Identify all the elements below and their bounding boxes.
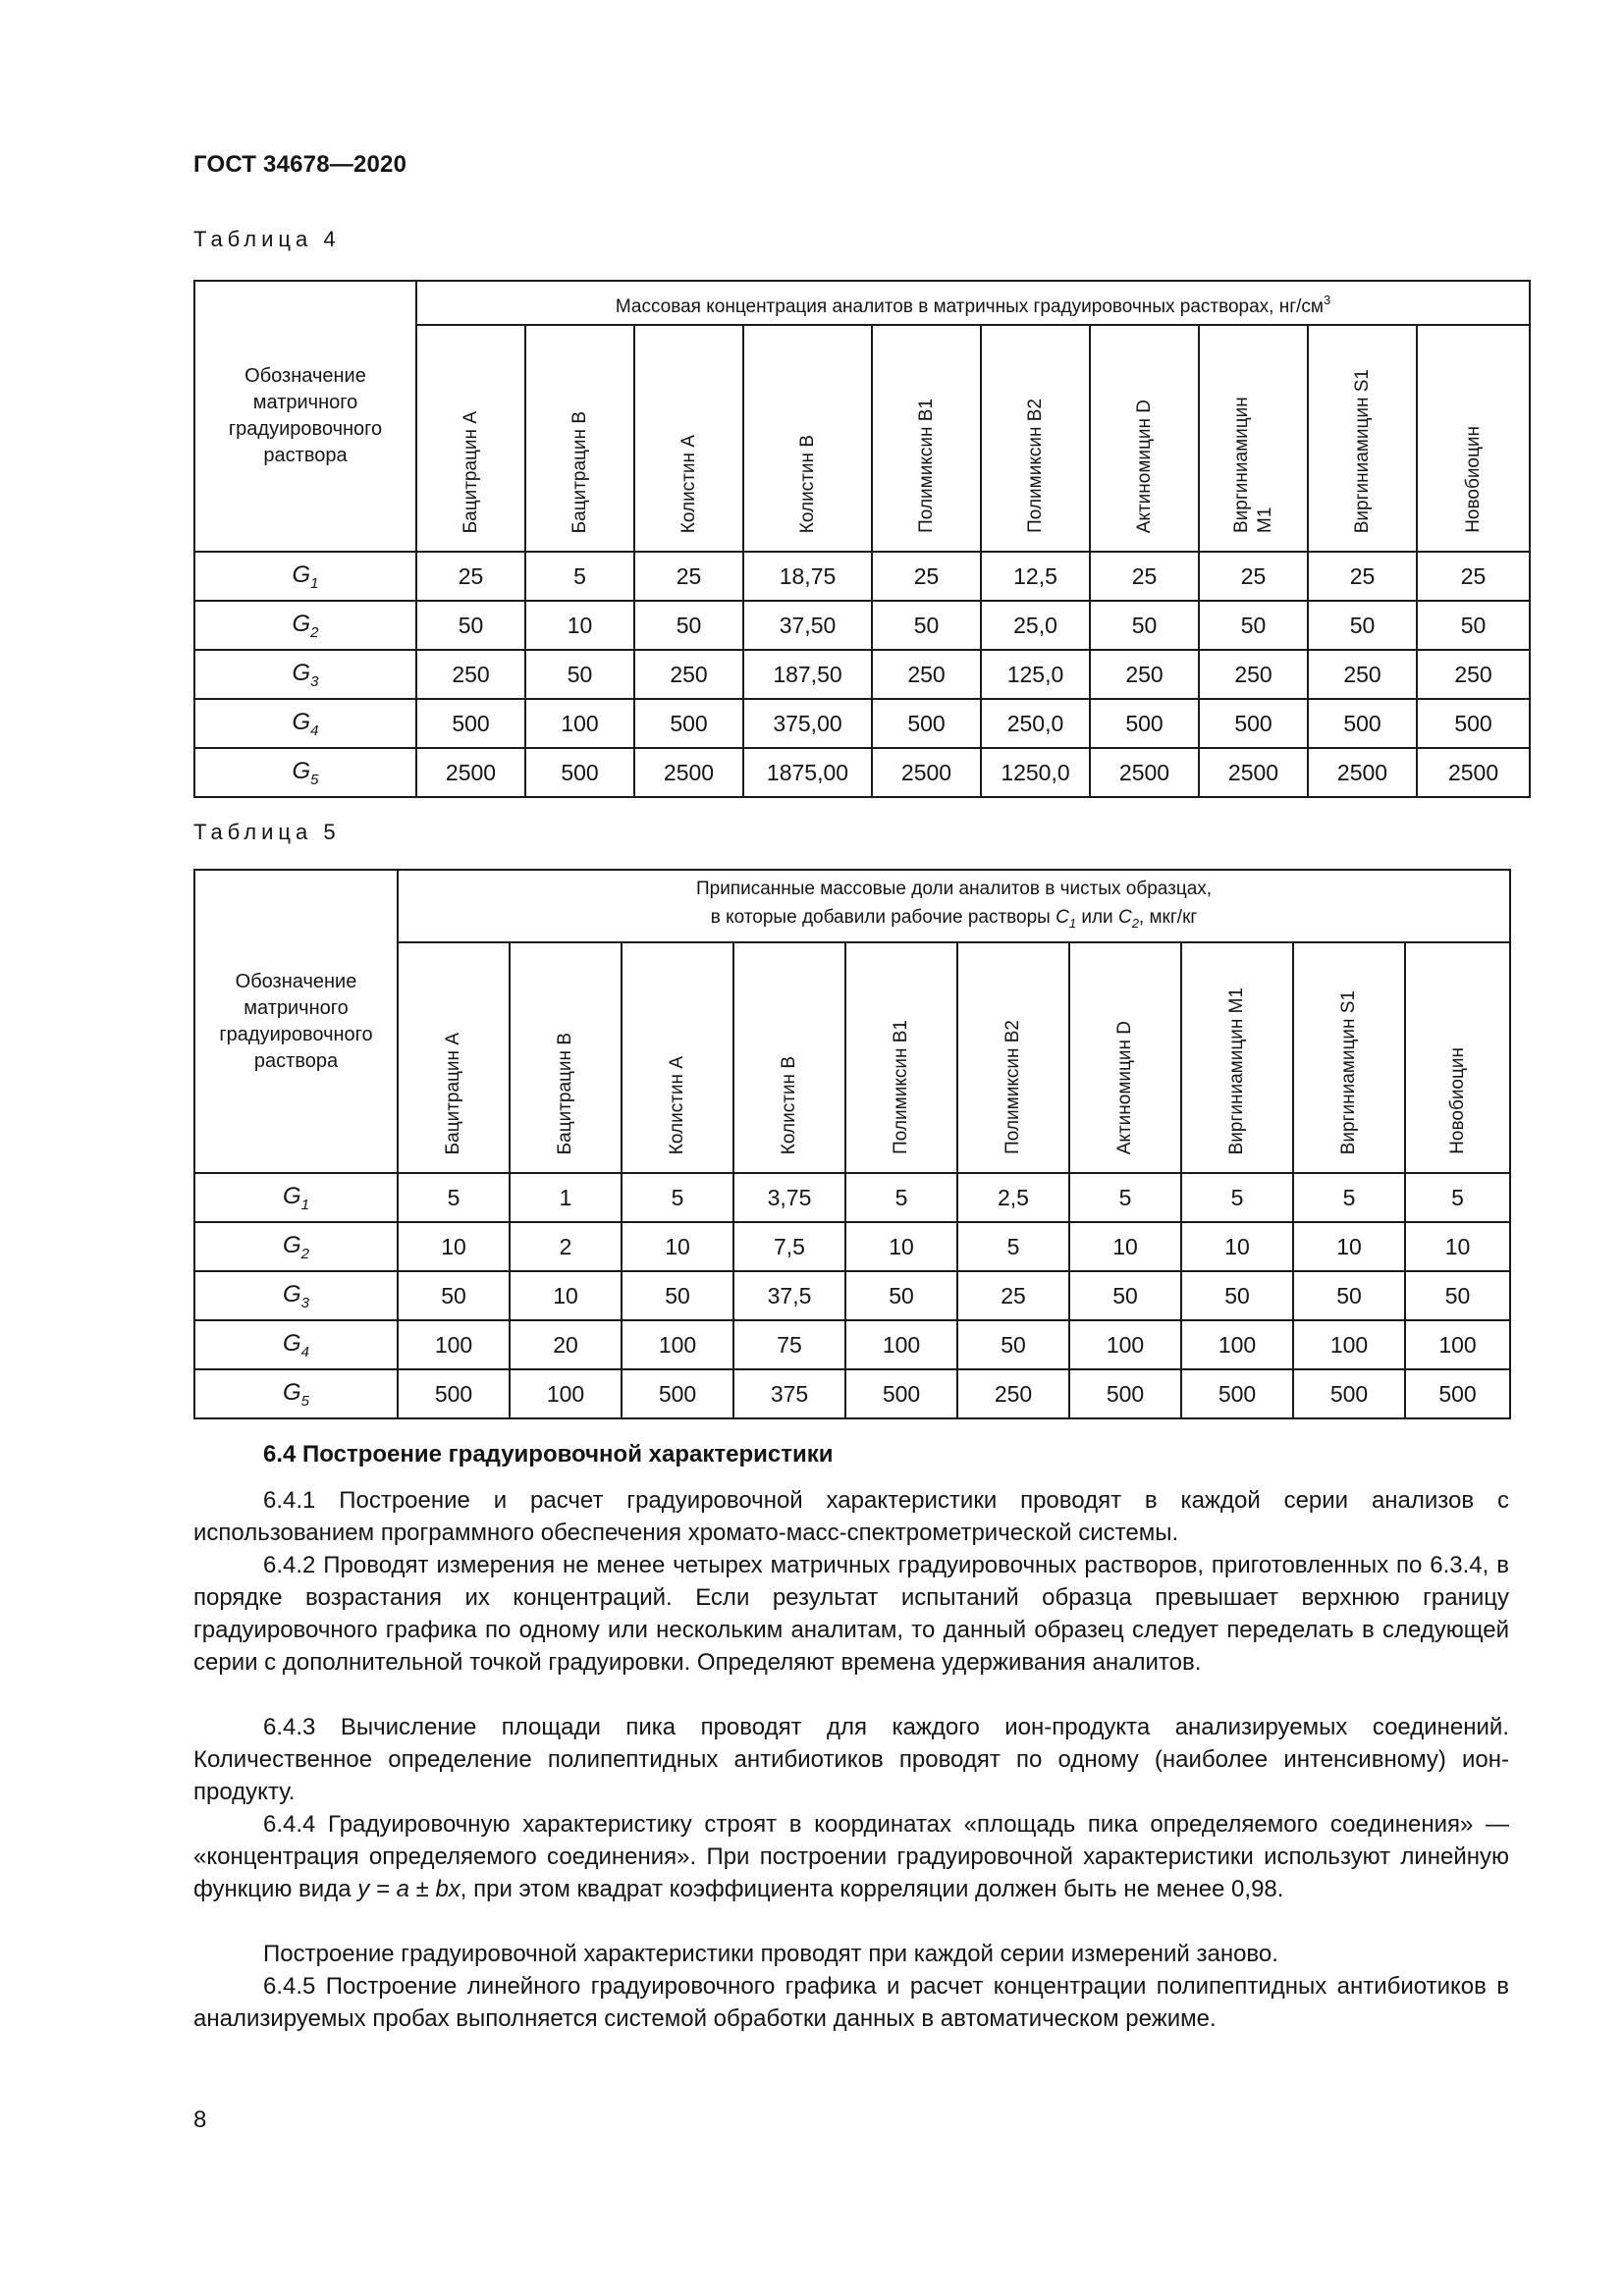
table4-cell: 25 (1417, 552, 1530, 601)
table4-row-designation: $G_4$ (194, 699, 416, 748)
table5-row (194, 1320, 1510, 1369)
table4-cell: 250 (416, 650, 525, 699)
table4-cell: 100 (525, 699, 634, 748)
table5-col-header: Колистин А (667, 1055, 687, 1154)
table4-cell: 25 (634, 552, 743, 601)
table5-cell: 20 (510, 1320, 622, 1369)
table4-cell: 37,50 (743, 601, 872, 650)
table5-cell: 5 (1405, 1173, 1510, 1222)
table5-cell: 3,75 (733, 1173, 845, 1222)
table5-cell: 500 (1293, 1369, 1405, 1418)
table5-col-header: Актиномицин D (1114, 1020, 1135, 1154)
table5-cell: 5 (1293, 1173, 1405, 1222)
table4-col-header: Виргиниамицин М1 (1230, 397, 1275, 533)
table5-col-header: Полимиксин В2 (1002, 1020, 1023, 1154)
table4-cell: 50 (872, 601, 981, 650)
table4-cell: 500 (872, 699, 981, 748)
table4-col-header: Полимиксин В1 (915, 399, 937, 533)
table5-caption: Таблица 5 (193, 820, 341, 844)
table5-row-designation: $G_5$ (194, 1369, 398, 1418)
table4-col-header: Колистин В (796, 434, 818, 533)
table5-cell: 2 (510, 1222, 622, 1271)
table4-row (194, 699, 1530, 748)
table4-cell: 50 (1199, 601, 1308, 650)
table4-cell: 50 (1090, 601, 1199, 650)
table5-cell: 50 (398, 1271, 510, 1320)
table4-row (194, 601, 1530, 650)
table5-cell: 25 (957, 1271, 1069, 1320)
table5-cell: 50 (622, 1271, 733, 1320)
table5-col-header: Виргиниамицин М1 (1226, 987, 1247, 1154)
table5-cell: 375 (733, 1369, 845, 1418)
table4-row-designation: $G_3$ (194, 650, 416, 699)
table4-col-header: Полимиксин В2 (1024, 399, 1046, 533)
table5-cell: 5 (957, 1222, 1069, 1271)
table4-cell: 500 (1308, 699, 1417, 748)
table4-cell: 18,75 (743, 552, 872, 601)
table5-row (194, 1369, 1510, 1418)
table4-cell: 2500 (1417, 748, 1530, 797)
table4-cell: 500 (525, 748, 634, 797)
table5-col-header: Виргиниамицин S1 (1338, 989, 1359, 1154)
table5-cell: 5 (1069, 1173, 1181, 1222)
table5-row (194, 1271, 1510, 1320)
table5-cell: 100 (622, 1320, 733, 1369)
table5-cell: 100 (845, 1320, 957, 1369)
table4-cell: 25 (1199, 552, 1308, 601)
table5-row (194, 1173, 1510, 1222)
table5-designation-header: Обозначение матричного градуировочного раствора (194, 870, 398, 1173)
table4-cell: 250 (1199, 650, 1308, 699)
table5-row-designation: $G_1$ (194, 1173, 398, 1222)
table4-cell: 1250,0 (981, 748, 1090, 797)
table4-cell: 500 (1090, 699, 1199, 748)
table5-col-header: Бацитрацин А (443, 1032, 463, 1154)
table5-cell: 50 (1069, 1271, 1181, 1320)
paragraph-6-4-1: 6.4.1 Построение и расчет градуировочной характеристики проводят в каждой серии анализов с использованием программного обеспечения хромато-масс-спектрометрической системы. (193, 1487, 1509, 1546)
table5-cell: 50 (1181, 1271, 1293, 1320)
table5-row-designation: $G_2$ (194, 1222, 398, 1271)
paragraph-6-4-5: 6.4.5 Построение линейного градуировочного графика и расчет концентрации полипептидных антибиотиков в анализируемых пробах выполняется системой обработки данных в автоматическом режиме. (193, 1973, 1509, 2032)
table4-cell: 2500 (1199, 748, 1308, 797)
table5-cell: 2,5 (957, 1173, 1069, 1222)
table4-cell: 375,00 (743, 699, 872, 748)
table4-col-header: Новобиоцин (1462, 426, 1484, 533)
table4-cell: 12,5 (981, 552, 1090, 601)
table5-cell: 500 (845, 1369, 957, 1418)
paragraph-rebuild: Построение градуировочной характеристики проводят при каждой серии измерений заново. (263, 1941, 1278, 1967)
table4-caption: Таблица 4 (193, 227, 341, 251)
table4-cell: 125,0 (981, 650, 1090, 699)
table4-cell: 10 (525, 601, 634, 650)
table4-cell: 250 (1308, 650, 1417, 699)
table4-cell: 1875,00 (743, 748, 872, 797)
table5-col-header: Новобиоцин (1446, 1047, 1468, 1154)
table5-cell: 5 (845, 1173, 957, 1222)
table4-row-designation: $G_5$ (194, 748, 416, 797)
table4-col-header: Бацитрацин А (460, 410, 481, 533)
table4-cell: 25,0 (981, 601, 1090, 650)
table5-group-header: Приписанные массовые доли аналитов в чистых образцах, в которые добавили рабочие растворы $C_1$ или $C_2$, мкг/кг (398, 870, 1510, 942)
table4-cell: 50 (416, 601, 525, 650)
table4-cell: 25 (872, 552, 981, 601)
table5-row-designation: $G_4$ (194, 1320, 398, 1369)
table5-cell: 5 (1181, 1173, 1293, 1222)
paragraph-6-4-4: 6.4.4 Градуировочную характеристику строят в координатах «площадь пика определяемого соединения» — «концентрация определяемого соединения». При построении градуировочной характеристики используют линейную функцию вида y = a ± bx, при этом квадрат коэффициента корреляции должен быть не менее 0,98. (193, 1811, 1509, 1902)
table5-cell: 500 (1181, 1369, 1293, 1418)
table4-row-designation: $G_1$ (194, 552, 416, 601)
section-title: 6.4 Построение градуировочной характеристики (263, 1441, 834, 1468)
table5-cell: 10 (845, 1222, 957, 1271)
table4-cell: 2500 (1308, 748, 1417, 797)
table4-cell: 500 (1417, 699, 1530, 748)
table4-cell: 500 (416, 699, 525, 748)
table4-group-header: Массовая концентрация аналитов в матричных градуировочных растворах, $нг/см^3$ (416, 281, 1530, 325)
table5-cell: 10 (1405, 1222, 1510, 1271)
table4-cell: 25 (1090, 552, 1199, 601)
table5-cell: 50 (1405, 1271, 1510, 1320)
table5-cell: 75 (733, 1320, 845, 1369)
table4-cell: 250 (1090, 650, 1199, 699)
paragraph-6-4-2: 6.4.2 Проводят измерения не менее четырех матричных градуировочных растворов, приготовленных по 6.3.4, в порядке возрастания их концентраций. Если результат испытаний образца превышает верхнюю границу градуировочного графика по одному или нескольким аналитам, то данный образец следует переделать в следующей серии с дополнительной точкой градуировки. Определяют времена удерживания аналитов. (193, 1552, 1509, 1676)
table5-cell: 10 (622, 1222, 733, 1271)
table5-cell: 100 (1069, 1320, 1181, 1369)
table4-cell: 250,0 (981, 699, 1090, 748)
table5-cell: 10 (1181, 1222, 1293, 1271)
table4-cell: 2500 (416, 748, 525, 797)
table5-cell: 10 (510, 1271, 622, 1320)
table4-cell: 25 (1308, 552, 1417, 601)
table5-cell: 37,5 (733, 1271, 845, 1320)
table4-cell: 187,50 (743, 650, 872, 699)
table5-col-header: Полимиксин В1 (891, 1020, 911, 1154)
table5-cell: 5 (622, 1173, 733, 1222)
table5-col-header: Бацитрацин В (555, 1032, 575, 1154)
table4-col-header: Актиномицин D (1133, 399, 1155, 533)
table5-cell: 50 (845, 1271, 957, 1320)
table5-cell: 10 (1293, 1222, 1405, 1271)
table5-cell: 50 (1293, 1271, 1405, 1320)
table5 (193, 869, 1511, 1419)
table4-col-header: Колистин А (677, 434, 699, 533)
table5-cell: 7,5 (733, 1222, 845, 1271)
table5-cell: 5 (398, 1173, 510, 1222)
table4 (193, 280, 1531, 798)
table5-cell: 10 (398, 1222, 510, 1271)
table4-row (194, 650, 1530, 699)
table4-cell: 2500 (634, 748, 743, 797)
table5-cell: 500 (398, 1369, 510, 1418)
table4-cell: 5 (525, 552, 634, 601)
table5-row (194, 1222, 1510, 1271)
table5-cell: 50 (957, 1320, 1069, 1369)
table5-cell: 100 (1181, 1320, 1293, 1369)
table4-cell: 50 (1417, 601, 1530, 650)
formula: y = a ± bx (357, 1876, 460, 1902)
table4-row (194, 552, 1530, 601)
table4-designation-header: Обозначение матричного градуировочного раствора (194, 281, 416, 552)
table5-cell: 1 (510, 1173, 622, 1222)
table4-cell: 250 (872, 650, 981, 699)
table4-cell: 250 (634, 650, 743, 699)
table4-cell: 2500 (872, 748, 981, 797)
paragraph-6-4-3: 6.4.3 Вычисление площади пика проводят для каждого ион-продукта анализируемых соединений. Количественное определение полипептидных антибиотиков проводят по одному (наиболее интенсивному) ион-продукту. (193, 1714, 1509, 1805)
table4-cell: 25 (416, 552, 525, 601)
table4-row-designation: $G_2$ (194, 601, 416, 650)
table4-cell: 50 (634, 601, 743, 650)
table4-row (194, 748, 1530, 797)
table4-col-header: Бацитрацин В (568, 410, 590, 533)
table5-cell: 100 (1293, 1320, 1405, 1369)
table5-cell: 500 (622, 1369, 733, 1418)
table4-cell: 500 (634, 699, 743, 748)
table5-cell: 100 (398, 1320, 510, 1369)
table4-cell: 250 (1417, 650, 1530, 699)
table4-col-header: Виргиниамицин S1 (1351, 368, 1373, 533)
table4-cell: 2500 (1090, 748, 1199, 797)
table5-cell: 100 (510, 1369, 622, 1418)
table5-cell: 100 (1405, 1320, 1510, 1369)
table4-cell: 50 (525, 650, 634, 699)
document-header: ГОСТ 34678—2020 (193, 151, 407, 178)
table5-cell: 10 (1069, 1222, 1181, 1271)
table5-cell: 250 (957, 1369, 1069, 1418)
table4-cell: 500 (1199, 699, 1308, 748)
table5-cell: 500 (1069, 1369, 1181, 1418)
table4-cell: 50 (1308, 601, 1417, 650)
table5-cell: 500 (1405, 1369, 1510, 1418)
page-number: 8 (193, 2107, 207, 2133)
table5-row-designation: $G_3$ (194, 1271, 398, 1320)
table5-col-header: Колистин В (779, 1055, 799, 1154)
